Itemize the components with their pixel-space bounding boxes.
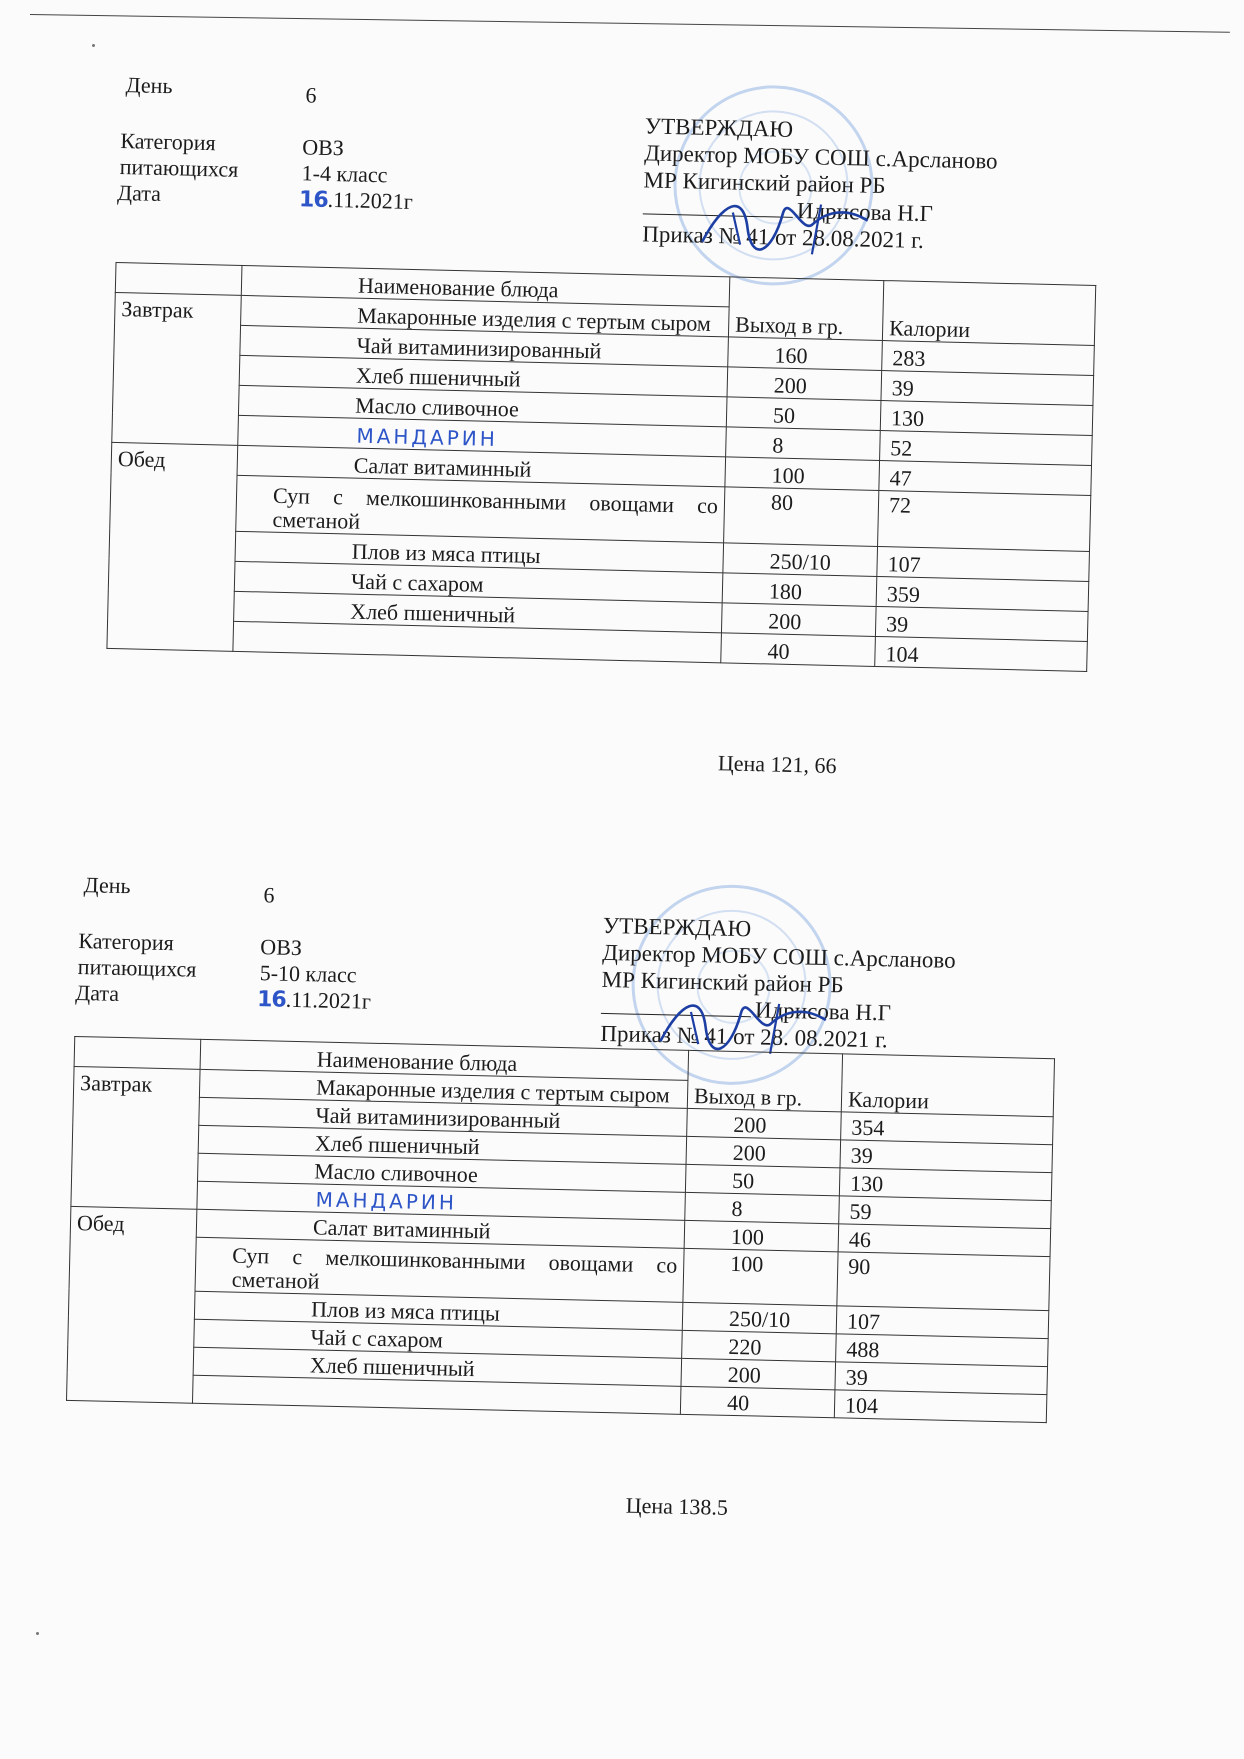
approval-title: УТВЕРЖДАЮ: [644, 113, 794, 142]
dish-name: Плов из мяса птицы: [235, 531, 724, 572]
dish-handwritten: МАНДАРИН: [238, 415, 727, 456]
class-value: 5-10 класс: [259, 960, 357, 988]
dish-calories: 72: [878, 490, 1091, 551]
dish-name: Масло сливочное: [238, 385, 727, 426]
dish-calories: 52: [880, 431, 1093, 466]
dish-output: 80: [724, 487, 879, 547]
dish-calories: 59: [839, 1196, 1052, 1229]
category-label: Категория: [120, 128, 216, 156]
header-calories: Калории: [882, 281, 1095, 346]
dish-output: 200: [727, 367, 882, 401]
dish-calories: 359: [876, 576, 1089, 611]
category-label-2: питающихся: [119, 154, 239, 182]
scan-speck: [36, 1632, 39, 1635]
header-output: Выход в гр.: [687, 1050, 842, 1111]
menu-table: [66, 1036, 1055, 1423]
dish-calories: 107: [877, 546, 1090, 581]
dish-name: Плов из мяса птицы: [194, 1291, 683, 1330]
dish-name: Чай с сахаром: [194, 1319, 683, 1358]
dish-output: 100: [684, 1220, 839, 1251]
category-value: ОВЗ: [260, 934, 303, 961]
dish-name: Хлеб пшеничный: [198, 1125, 687, 1164]
dish-name: Хлеб пшеничный: [239, 355, 728, 396]
dish-calories: 39: [840, 1140, 1053, 1173]
dish-output: 250/10: [723, 543, 878, 577]
signature-scribble: [692, 182, 884, 266]
dish-name: Хлеб пшеничный: [193, 1347, 682, 1386]
date-label: Дата: [116, 179, 162, 206]
dish-output: 250/10: [682, 1302, 837, 1333]
dish-name: Салат витаминный: [237, 445, 726, 486]
day-value: 6: [263, 882, 275, 908]
menu-table: [106, 262, 1096, 672]
dish-name: Суп с мелкошинкованными овощами со сметаной: [195, 1237, 684, 1302]
dish-calories: 488: [836, 1334, 1049, 1367]
date-handwritten: 16: [298, 187, 328, 213]
dish-output: 200: [686, 1136, 841, 1167]
dish-calories: 130: [880, 401, 1093, 436]
dish-name: Хлеб пшеничный: [234, 591, 723, 632]
dish-name: Масло сливочное: [198, 1153, 687, 1192]
dish-calories: 283: [882, 341, 1095, 376]
dish-name: Чай с сахаром: [234, 561, 723, 602]
dish-output: 200: [687, 1108, 842, 1139]
date-handwritten: 16: [256, 987, 287, 1013]
approval-signer: Идрисова Н.Г: [754, 997, 892, 1026]
date-value: [299, 186, 413, 215]
dish-calories: 39: [881, 371, 1094, 406]
approval-district: МР Кигинский район РБ: [643, 167, 886, 199]
dish-output: 50: [726, 397, 881, 431]
dish-name: Макаронные изделия с тертым сыром: [199, 1069, 688, 1108]
date-value: [257, 986, 371, 1015]
dish-output: 200: [681, 1358, 836, 1389]
meal-breakfast: Завтрак: [71, 1066, 200, 1209]
date-typed: .11.2021г: [285, 986, 372, 1014]
header-output: Выход в гр.: [728, 277, 883, 341]
day-label: День: [125, 72, 173, 99]
dish-output: 40: [680, 1386, 835, 1417]
approval-director: Директор МОБУ СОШ с.Арсланово: [602, 939, 956, 973]
approval-order: Приказ № 41 от 28.08.2021 г.: [642, 221, 925, 253]
dish-name: Макаронные изделия с тертым сыром: [241, 295, 730, 336]
dish-output: 8: [685, 1192, 840, 1223]
dish-calories: 107: [836, 1306, 1049, 1339]
dish-output: 180: [722, 573, 877, 607]
day-value: 6: [305, 82, 317, 108]
table-corner: [115, 262, 242, 295]
meal-lunch: Обед: [67, 1206, 197, 1403]
dish-calories: 354: [841, 1112, 1054, 1145]
header-dish: Наименование блюда: [241, 265, 730, 306]
dish-output: 100: [725, 457, 880, 491]
dish-handwritten: МАНДАРИН: [197, 1181, 686, 1220]
header-calories: Калории: [841, 1054, 1054, 1117]
approval-order: Приказ № 41 от 28. 08.2021 г.: [600, 1020, 889, 1053]
dish-calories: 39: [835, 1362, 1048, 1395]
category-label: Категория: [78, 928, 175, 956]
date-typed: .11.2021г: [327, 186, 414, 214]
table-corner: [74, 1036, 201, 1069]
top-rule: [30, 14, 1230, 33]
dish-output: 40: [721, 633, 876, 667]
header-dish: Наименование блюда: [200, 1039, 689, 1080]
dish-calories: 46: [838, 1224, 1051, 1257]
menu-block-1: [102, 72, 1230, 858]
dish-calories: 90: [837, 1252, 1050, 1311]
dish-name: Чай витаминизированный: [240, 325, 729, 366]
category-label-2: питающихся: [77, 954, 197, 982]
dish-calories: 47: [879, 461, 1092, 496]
meal-lunch: Обед: [107, 442, 238, 651]
dish-name: Салат витаминный: [196, 1209, 685, 1248]
dish-name: Чай витаминизированный: [199, 1097, 688, 1136]
dish-output: 160: [728, 337, 883, 371]
price-label: Цена 138.5: [625, 1492, 729, 1520]
dish-output: 220: [682, 1330, 837, 1361]
category-value: ОВЗ: [301, 134, 345, 161]
approval-signer: Идрисова Н.Г: [796, 197, 934, 227]
approval-title: УТВЕРЖДАЮ: [602, 912, 752, 942]
approval-district: МР Кигинский район РБ: [601, 966, 844, 998]
scan-speck: [92, 44, 95, 47]
dish-name: Суп с мелкошинкованными овощами со сметаной: [236, 475, 725, 542]
dish-output: 200: [721, 603, 876, 637]
price-label: Цена 121, 66: [717, 750, 837, 779]
dish-calories: 104: [834, 1390, 1047, 1423]
dish-calories: 130: [839, 1168, 1052, 1201]
dish-calories: 39: [875, 606, 1088, 641]
menu-block-2: [61, 872, 1188, 1657]
day-label: День: [83, 872, 131, 899]
approval-director: Директор МОБУ СОШ с.Арсланово: [643, 140, 998, 174]
class-value: 1-4 класс: [301, 160, 388, 188]
dish-output: 8: [726, 427, 881, 461]
date-label: Дата: [74, 979, 120, 1006]
dish-output: 100: [683, 1248, 838, 1305]
dish-output: 50: [685, 1164, 840, 1195]
dish-calories: 104: [875, 636, 1088, 671]
meal-breakfast: Завтрак: [112, 292, 241, 445]
